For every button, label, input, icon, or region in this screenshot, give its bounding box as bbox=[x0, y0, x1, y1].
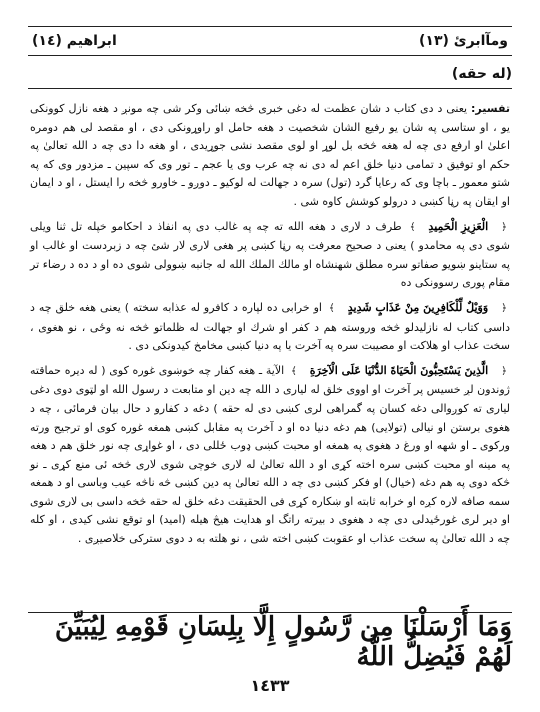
tafseer-body bbox=[30, 100, 510, 555]
ornament-icon: ﴾ bbox=[328, 302, 335, 314]
quran-verse: وَمَا أَرْسَلْنَا مِن رَّسُولٍ إِلَّا بِلِسَانِ قَوْمِهِ لِيُبَيِّنَ لَهُمْ فَيُضِلُّ اللَّهُ bbox=[54, 612, 512, 672]
paragraph-text: طرف د لارى د هغه الله ته چه په غالب دى په انفاذ د احكامو خپله تل ثنا ويلى شوى دى په محامدو ) يعنى د صحيح معرفت په رڼا كښى پر هغى لارى لار شئ چه د زبردست او غالب او په ستاينو ښويو صفاتو سره مطلق شهنشاه او مالك الملك الله له جانبه ښوولى شوى ده او د ده د رضاء تر مقام پورى رسوونكى ده bbox=[30, 219, 510, 290]
paragraph-text: يعنى د دى كتاب د شان عظمت له دغى خبرى څخه ښائى وكر شى چه مونږ د هغه نازل كوونكى يو ، او ستاسى په شان يو رفيع الشان شخصيت د هغه حامل او راوړونكى دى ، او مقصد لى هم دومره اعلىٰ او ارفع دى چه له هغه څخه بل لوړ او لوى مقصد نشى جوړيدى ، او هغه دا دى چه د الله تعالىٰ په حكم او توفيق د تمامى دنيا خلق اعم له دى نه چه عرب وى يا عجم ـ تور وى كه سپين ـ مزدور وى كه په شتو معمور ـ باچا وى كه رعايا گرد (تول) سره د جهالت له لوكيو ـ دوږو ـ خاورو څخه را ايستل ، او د ايمان او ايقان په رڼا كښى د درولو كوشش كاوه شى . bbox=[30, 102, 510, 208]
ornament-icon: ﴿ bbox=[501, 302, 507, 314]
page-header bbox=[28, 26, 512, 56]
surah-label: ابراهيم (١٤) bbox=[32, 33, 117, 49]
tafseer-paragraph-3 bbox=[30, 299, 510, 356]
tafseer-paragraph-1 bbox=[30, 100, 510, 212]
ornament-icon: ﴿ bbox=[501, 365, 507, 377]
top-divider bbox=[28, 88, 512, 89]
ornament-icon: ﴾ bbox=[409, 221, 416, 233]
ayah-quote: الْعَزِيزِ الْحَمِيدِ bbox=[428, 219, 489, 233]
paragraph-text: الآية ـ هغه كفار چه خوښوى غوره كوى ( له ديره حماقته ژوندون لږ خسيس پر آخرت او اووى خلق له ليارى د الله چه دين او متابعت د رسول الله او لټوى دوى دغى ليارى ته كوږوالى دغه كسان په گمراهى لرى كښى دى له حقه ) دغه د كفارو د حال بيان فرمائى ، چه د هغوى برستن او نيالى (تولايى) هم دغه دنيا ده او د آخرت په مقابل كښى همغه غوره كوى او ترجيح ورته وركوى ـ او شهه او ورغ د هغوى په همغه او محبت كښى ډوب ځللى دى ، او غواړى چه نور خلق هم د هغه په مينه او محبت كښى سره اخته كړى او د الله تعالىٰ له لارى خوچى شوى لارى څخه ئى منع كړى ـ نو څكه دوى په هم دغه (خيال) او فكر كښى دى چه د الله تعالىٰ په دين كښى څه ناڅه عيب وباسى او د همغه سمه صافه لاره كږه او خرابه ثابته او ښكاره كړى فى الحقيقت دغه خلق له حقه څخه داسى بى لارى شوى او دير لرى غورځيدلى دى چه د هغوى د بيرته راتگ او هدايت هيڅ هيله (اميد) او توقع نشى كيدى ، او كله چه د الله تعالىٰ په سخت عذاب او عقوبت كښى اخته شى ، نو هلته به د دوى ستركى خلاصيږى . bbox=[30, 363, 510, 546]
bracket-note: (له حقه) bbox=[451, 66, 512, 82]
ayah-quote: الَّذِينَ يَسْتَحِبُّونَ الْحَيَاةَ الدُّنْيَا عَلَى الْآخِرَةِ bbox=[309, 363, 489, 377]
tafseer-paragraph-4 bbox=[30, 362, 510, 549]
tafseer-paragraph-2 bbox=[30, 218, 510, 293]
ayah-quote: وَوَيْلٌ لِّلْكَافِرِينَ مِنْ عَذَابٍ شَدِيدٍ bbox=[347, 300, 489, 314]
ornament-icon: ﴿ bbox=[501, 221, 507, 233]
juz-label: ومآابرئ (١٣) bbox=[419, 33, 508, 49]
page-number: ١٤٣٣ bbox=[250, 676, 290, 695]
paragraph-text: او خرابى ده لپاره د كافرو له عذابه سخته ) يعنى هغه خلق چه د داسى كتاب له نازليدلو څخه وروسته هم د كفر او شرك او جهالت له ظلماتو څخه نه وځى ، نو هغوى ، سخت عذاب او هلاكت او مصيبت سره په آخرت يا په دنيا كښى مخامخ كيدونكى دى . bbox=[30, 300, 510, 353]
ornament-icon: ﴾ bbox=[290, 365, 297, 377]
tafseer-heading: تفسير: bbox=[471, 102, 511, 115]
